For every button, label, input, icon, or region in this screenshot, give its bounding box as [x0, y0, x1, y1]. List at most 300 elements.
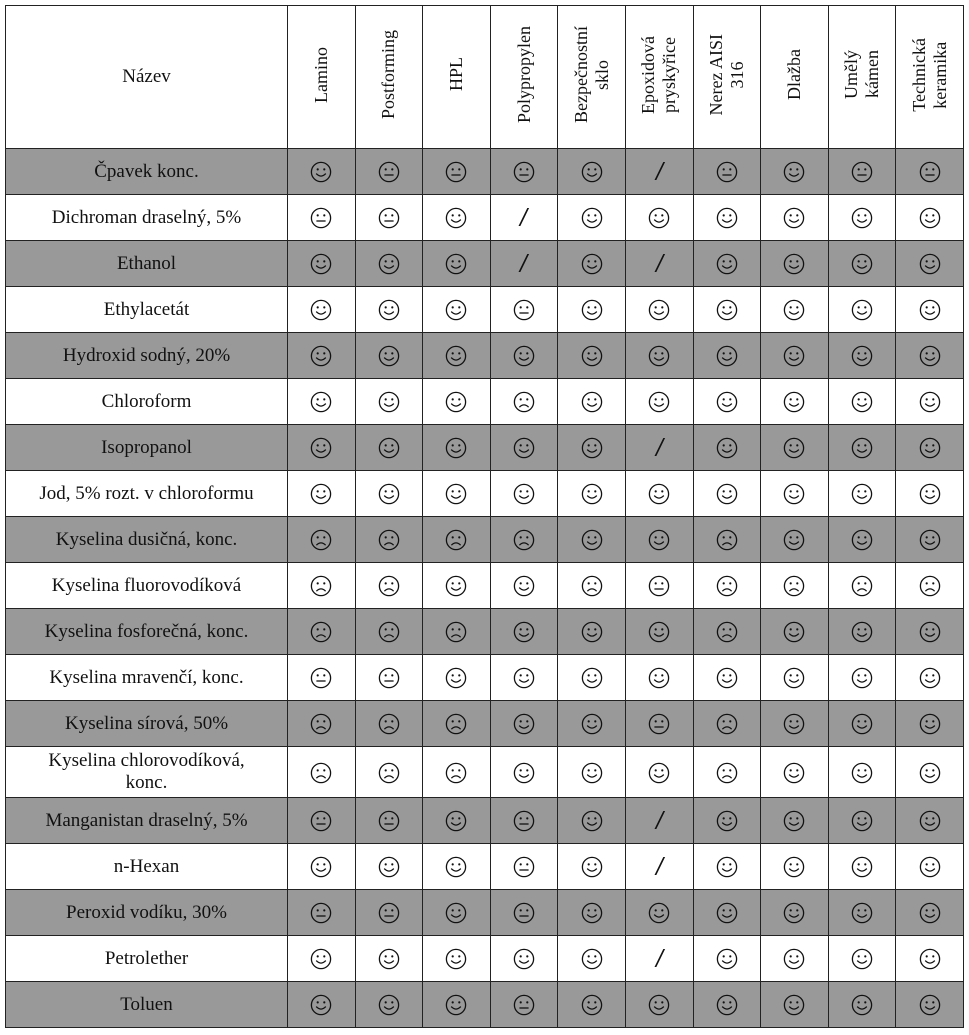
- sad-face-icon: [716, 529, 738, 551]
- rating-cell: [761, 517, 829, 563]
- rating-cell: [761, 287, 829, 333]
- rating-cell: [693, 287, 761, 333]
- rating-cell: [896, 798, 964, 844]
- chemical-name: Chloroform: [6, 379, 288, 425]
- table-row: [6, 379, 964, 425]
- happy-face-icon: [716, 948, 738, 970]
- happy-face-icon: [783, 253, 805, 275]
- rating-cell: [355, 379, 423, 425]
- material-column-header: [558, 6, 626, 149]
- happy-face-icon: [783, 713, 805, 735]
- sad-face-icon: [919, 575, 941, 597]
- rating-cell: [761, 701, 829, 747]
- chemical-name: Isopropanol: [6, 425, 288, 471]
- sad-face-icon: [310, 762, 332, 784]
- table-row: [6, 609, 964, 655]
- sad-face-icon: [310, 529, 332, 551]
- happy-face-icon: [851, 994, 873, 1016]
- sad-face-icon: [513, 529, 535, 551]
- rating-cell: [490, 517, 558, 563]
- rating-cell: [288, 471, 356, 517]
- material-label: HPL: [445, 57, 466, 92]
- rating-cell: [625, 149, 693, 195]
- rating-cell: [625, 655, 693, 701]
- rating-cell: [693, 890, 761, 936]
- neutral-face-icon: [445, 161, 467, 183]
- rating-cell: [761, 936, 829, 982]
- rating-cell: [355, 798, 423, 844]
- rating-cell: [693, 563, 761, 609]
- rating-cell: [490, 149, 558, 195]
- material-label: Nerez AISI 316: [705, 33, 747, 116]
- happy-face-icon: [378, 948, 400, 970]
- rating-cell: [896, 890, 964, 936]
- happy-face-icon: [919, 345, 941, 367]
- rating-cell: [828, 701, 896, 747]
- happy-face-icon: [716, 437, 738, 459]
- rating-cell: [896, 844, 964, 890]
- rating-cell: [558, 195, 626, 241]
- chemical-name: Toluen: [6, 982, 288, 1028]
- happy-face-icon: [310, 994, 332, 1016]
- happy-face-icon: [851, 621, 873, 643]
- happy-face-icon: [851, 856, 873, 878]
- happy-face-icon: [513, 621, 535, 643]
- happy-face-icon: [648, 483, 670, 505]
- table-row: [6, 471, 964, 517]
- happy-face-icon: [716, 994, 738, 1016]
- material-label: Bezpečnostní sklo: [570, 26, 612, 123]
- rating-cell: [625, 747, 693, 798]
- happy-face-icon: [919, 437, 941, 459]
- happy-face-icon: [513, 667, 535, 689]
- happy-face-icon: [581, 948, 603, 970]
- happy-face-icon: [783, 810, 805, 832]
- rating-cell: [761, 890, 829, 936]
- rating-cell: [761, 149, 829, 195]
- rating-cell: [625, 287, 693, 333]
- happy-face-icon: [648, 994, 670, 1016]
- rating-cell: [558, 241, 626, 287]
- rating-cell: [490, 287, 558, 333]
- material-label: Dlažba: [783, 49, 804, 100]
- happy-face-icon: [783, 345, 805, 367]
- not-applicable-mark: /: [653, 251, 666, 276]
- chemical-name: Manganistan draselný, 5%: [6, 798, 288, 844]
- rating-cell: [355, 425, 423, 471]
- rating-cell: [355, 655, 423, 701]
- neutral-face-icon: [851, 161, 873, 183]
- happy-face-icon: [310, 299, 332, 321]
- rating-cell: [625, 379, 693, 425]
- rating-cell: [625, 936, 693, 982]
- happy-face-icon: [851, 253, 873, 275]
- chemical-name: Kyselina fosforečná, konc.: [6, 609, 288, 655]
- table-row: [6, 149, 964, 195]
- rating-cell: [828, 149, 896, 195]
- happy-face-icon: [445, 948, 467, 970]
- not-applicable-mark: /: [518, 205, 530, 230]
- happy-face-icon: [851, 762, 873, 784]
- rating-cell: [288, 425, 356, 471]
- rating-cell: [693, 379, 761, 425]
- happy-face-icon: [378, 299, 400, 321]
- sad-face-icon: [581, 575, 603, 597]
- chemical-name: Kyselina chlorovodíková, konc.: [6, 747, 288, 798]
- rating-cell: [828, 241, 896, 287]
- table-row: [6, 798, 964, 844]
- rating-cell: [761, 425, 829, 471]
- happy-face-icon: [716, 902, 738, 924]
- happy-face-icon: [851, 391, 873, 413]
- happy-face-icon: [310, 437, 332, 459]
- rating-cell: [288, 844, 356, 890]
- sad-face-icon: [445, 529, 467, 551]
- neutral-face-icon: [513, 902, 535, 924]
- rating-cell: [355, 563, 423, 609]
- happy-face-icon: [310, 253, 332, 275]
- happy-face-icon: [310, 161, 332, 183]
- sad-face-icon: [445, 713, 467, 735]
- material-label: Postforming: [378, 29, 399, 119]
- rating-cell: [288, 890, 356, 936]
- rating-cell: [490, 471, 558, 517]
- happy-face-icon: [716, 810, 738, 832]
- happy-face-icon: [513, 713, 535, 735]
- rating-cell: [896, 655, 964, 701]
- rating-cell: [625, 890, 693, 936]
- neutral-face-icon: [310, 902, 332, 924]
- happy-face-icon: [581, 994, 603, 1016]
- happy-face-icon: [445, 437, 467, 459]
- rating-cell: [288, 149, 356, 195]
- rating-cell: [828, 655, 896, 701]
- happy-face-icon: [513, 575, 535, 597]
- rating-cell: [288, 936, 356, 982]
- rating-cell: [693, 798, 761, 844]
- happy-face-icon: [581, 810, 603, 832]
- rating-cell: [423, 701, 491, 747]
- rating-cell: [355, 890, 423, 936]
- sad-face-icon: [851, 575, 873, 597]
- happy-face-icon: [783, 902, 805, 924]
- rating-cell: [625, 517, 693, 563]
- happy-face-icon: [919, 621, 941, 643]
- neutral-face-icon: [310, 667, 332, 689]
- rating-cell: [288, 517, 356, 563]
- sad-face-icon: [378, 713, 400, 735]
- neutral-face-icon: [648, 713, 670, 735]
- happy-face-icon: [851, 299, 873, 321]
- rating-cell: [896, 471, 964, 517]
- rating-cell: [423, 890, 491, 936]
- happy-face-icon: [648, 391, 670, 413]
- happy-face-icon: [378, 253, 400, 275]
- sad-face-icon: [445, 762, 467, 784]
- happy-face-icon: [851, 529, 873, 551]
- rating-cell: [490, 333, 558, 379]
- rating-cell: [355, 241, 423, 287]
- happy-face-icon: [581, 856, 603, 878]
- happy-face-icon: [310, 948, 332, 970]
- happy-face-icon: [648, 299, 670, 321]
- rating-cell: [828, 890, 896, 936]
- rating-cell: [423, 798, 491, 844]
- rating-cell: [828, 798, 896, 844]
- happy-face-icon: [919, 299, 941, 321]
- rating-cell: [693, 195, 761, 241]
- rating-cell: [828, 936, 896, 982]
- rating-cell: [423, 936, 491, 982]
- rating-cell: [423, 287, 491, 333]
- rating-cell: [355, 609, 423, 655]
- rating-cell: [828, 982, 896, 1028]
- happy-face-icon: [919, 713, 941, 735]
- rating-cell: [761, 333, 829, 379]
- rating-cell: [355, 471, 423, 517]
- happy-face-icon: [378, 391, 400, 413]
- rating-cell: [828, 379, 896, 425]
- happy-face-icon: [445, 207, 467, 229]
- rating-cell: [355, 333, 423, 379]
- sad-face-icon: [310, 713, 332, 735]
- happy-face-icon: [716, 483, 738, 505]
- happy-face-icon: [445, 391, 467, 413]
- rating-cell: [625, 844, 693, 890]
- rating-cell: [288, 701, 356, 747]
- rating-cell: [558, 471, 626, 517]
- happy-face-icon: [513, 437, 535, 459]
- rating-cell: [761, 379, 829, 425]
- table-row: [6, 287, 964, 333]
- happy-face-icon: [783, 483, 805, 505]
- happy-face-icon: [851, 437, 873, 459]
- neutral-face-icon: [378, 667, 400, 689]
- material-column-header: [693, 6, 761, 149]
- rating-cell: [355, 844, 423, 890]
- sad-face-icon: [716, 713, 738, 735]
- rating-cell: [896, 425, 964, 471]
- table-body: [6, 149, 964, 1028]
- happy-face-icon: [648, 345, 670, 367]
- material-column-header: [490, 6, 558, 149]
- rating-cell: [896, 287, 964, 333]
- rating-cell: [828, 195, 896, 241]
- rating-cell: [558, 655, 626, 701]
- happy-face-icon: [919, 529, 941, 551]
- not-applicable-mark: /: [653, 808, 666, 833]
- rating-cell: [761, 982, 829, 1028]
- rating-cell: [423, 982, 491, 1028]
- neutral-face-icon: [513, 299, 535, 321]
- rating-cell: [896, 195, 964, 241]
- neutral-face-icon: [648, 575, 670, 597]
- happy-face-icon: [648, 207, 670, 229]
- rating-cell: [490, 982, 558, 1028]
- table-row: [6, 701, 964, 747]
- rating-cell: [693, 241, 761, 287]
- happy-face-icon: [310, 483, 332, 505]
- rating-cell: [625, 982, 693, 1028]
- rating-cell: [693, 517, 761, 563]
- happy-face-icon: [919, 207, 941, 229]
- table-row: [6, 241, 964, 287]
- neutral-face-icon: [716, 161, 738, 183]
- happy-face-icon: [851, 902, 873, 924]
- rating-cell: [625, 798, 693, 844]
- rating-cell: [761, 471, 829, 517]
- rating-cell: [693, 747, 761, 798]
- happy-face-icon: [513, 345, 535, 367]
- material-label: Polypropylen: [513, 26, 534, 123]
- rating-cell: [761, 609, 829, 655]
- happy-face-icon: [513, 762, 535, 784]
- sad-face-icon: [310, 575, 332, 597]
- happy-face-icon: [851, 667, 873, 689]
- rating-cell: [558, 149, 626, 195]
- happy-face-icon: [445, 483, 467, 505]
- happy-face-icon: [716, 667, 738, 689]
- happy-face-icon: [851, 948, 873, 970]
- happy-face-icon: [919, 391, 941, 413]
- neutral-face-icon: [310, 810, 332, 832]
- happy-face-icon: [919, 856, 941, 878]
- not-applicable-mark: /: [518, 251, 530, 276]
- rating-cell: [625, 609, 693, 655]
- happy-face-icon: [648, 667, 670, 689]
- rating-cell: [558, 425, 626, 471]
- happy-face-icon: [581, 161, 603, 183]
- rating-cell: [558, 609, 626, 655]
- rating-cell: [558, 798, 626, 844]
- happy-face-icon: [513, 483, 535, 505]
- happy-face-icon: [310, 391, 332, 413]
- sad-face-icon: [378, 575, 400, 597]
- material-column-header: [355, 6, 423, 149]
- rating-cell: [625, 333, 693, 379]
- happy-face-icon: [378, 483, 400, 505]
- chemical-name: Kyselina fluorovodíková: [6, 563, 288, 609]
- rating-cell: [288, 747, 356, 798]
- happy-face-icon: [716, 345, 738, 367]
- happy-face-icon: [716, 207, 738, 229]
- rating-cell: [896, 241, 964, 287]
- chemical-name: Kyselina mravenčí, konc.: [6, 655, 288, 701]
- happy-face-icon: [851, 810, 873, 832]
- rating-cell: [828, 333, 896, 379]
- sad-face-icon: [716, 575, 738, 597]
- neutral-face-icon: [378, 161, 400, 183]
- happy-face-icon: [581, 253, 603, 275]
- happy-face-icon: [581, 345, 603, 367]
- happy-face-icon: [783, 621, 805, 643]
- rating-cell: [693, 425, 761, 471]
- rating-cell: [288, 798, 356, 844]
- chemical-name: Čpavek konc.: [6, 149, 288, 195]
- happy-face-icon: [513, 948, 535, 970]
- happy-face-icon: [851, 207, 873, 229]
- rating-cell: [490, 655, 558, 701]
- rating-cell: [558, 333, 626, 379]
- rating-cell: [355, 517, 423, 563]
- rating-cell: [625, 701, 693, 747]
- happy-face-icon: [919, 948, 941, 970]
- happy-face-icon: [581, 667, 603, 689]
- rating-cell: [761, 747, 829, 798]
- sad-face-icon: [310, 621, 332, 643]
- table-row: [6, 844, 964, 890]
- happy-face-icon: [310, 345, 332, 367]
- not-applicable-mark: /: [653, 159, 666, 184]
- sad-face-icon: [513, 391, 535, 413]
- sad-face-icon: [378, 529, 400, 551]
- rating-cell: [490, 425, 558, 471]
- chemical-name: Ethanol: [6, 241, 288, 287]
- rating-cell: [558, 287, 626, 333]
- rating-cell: [896, 982, 964, 1028]
- happy-face-icon: [581, 207, 603, 229]
- rating-cell: [896, 379, 964, 425]
- rating-cell: [288, 195, 356, 241]
- happy-face-icon: [445, 299, 467, 321]
- neutral-face-icon: [513, 856, 535, 878]
- rating-cell: [693, 333, 761, 379]
- happy-face-icon: [445, 575, 467, 597]
- not-applicable-mark: /: [653, 854, 666, 879]
- happy-face-icon: [581, 902, 603, 924]
- rating-cell: [558, 379, 626, 425]
- chemical-resistance-table: [5, 5, 964, 1028]
- happy-face-icon: [581, 713, 603, 735]
- table-row: [6, 890, 964, 936]
- sad-face-icon: [378, 762, 400, 784]
- rating-cell: [423, 149, 491, 195]
- happy-face-icon: [716, 253, 738, 275]
- happy-face-icon: [851, 713, 873, 735]
- happy-face-icon: [783, 437, 805, 459]
- happy-face-icon: [919, 483, 941, 505]
- rating-cell: [288, 655, 356, 701]
- happy-face-icon: [310, 856, 332, 878]
- chemical-name: Jod, 5% rozt. v chloroformu: [6, 471, 288, 517]
- rating-cell: [423, 333, 491, 379]
- rating-cell: [625, 563, 693, 609]
- material-column-header: [761, 6, 829, 149]
- neutral-face-icon: [378, 902, 400, 924]
- happy-face-icon: [648, 529, 670, 551]
- material-label: Umělý kámen: [841, 50, 883, 99]
- chemical-name: Kyselina dusičná, konc.: [6, 517, 288, 563]
- rating-cell: [558, 517, 626, 563]
- table-row: [6, 425, 964, 471]
- rating-cell: [355, 936, 423, 982]
- rating-cell: [490, 379, 558, 425]
- happy-face-icon: [378, 994, 400, 1016]
- happy-face-icon: [851, 483, 873, 505]
- material-column-header: [423, 6, 491, 149]
- chemical-name: Dichroman draselný, 5%: [6, 195, 288, 241]
- rating-cell: [693, 149, 761, 195]
- happy-face-icon: [783, 762, 805, 784]
- chemical-name: Petrolether: [6, 936, 288, 982]
- rating-cell: [423, 747, 491, 798]
- happy-face-icon: [919, 667, 941, 689]
- rating-cell: [355, 747, 423, 798]
- material-column-header: [828, 6, 896, 149]
- sad-face-icon: [783, 575, 805, 597]
- rating-cell: [355, 195, 423, 241]
- rating-cell: [761, 798, 829, 844]
